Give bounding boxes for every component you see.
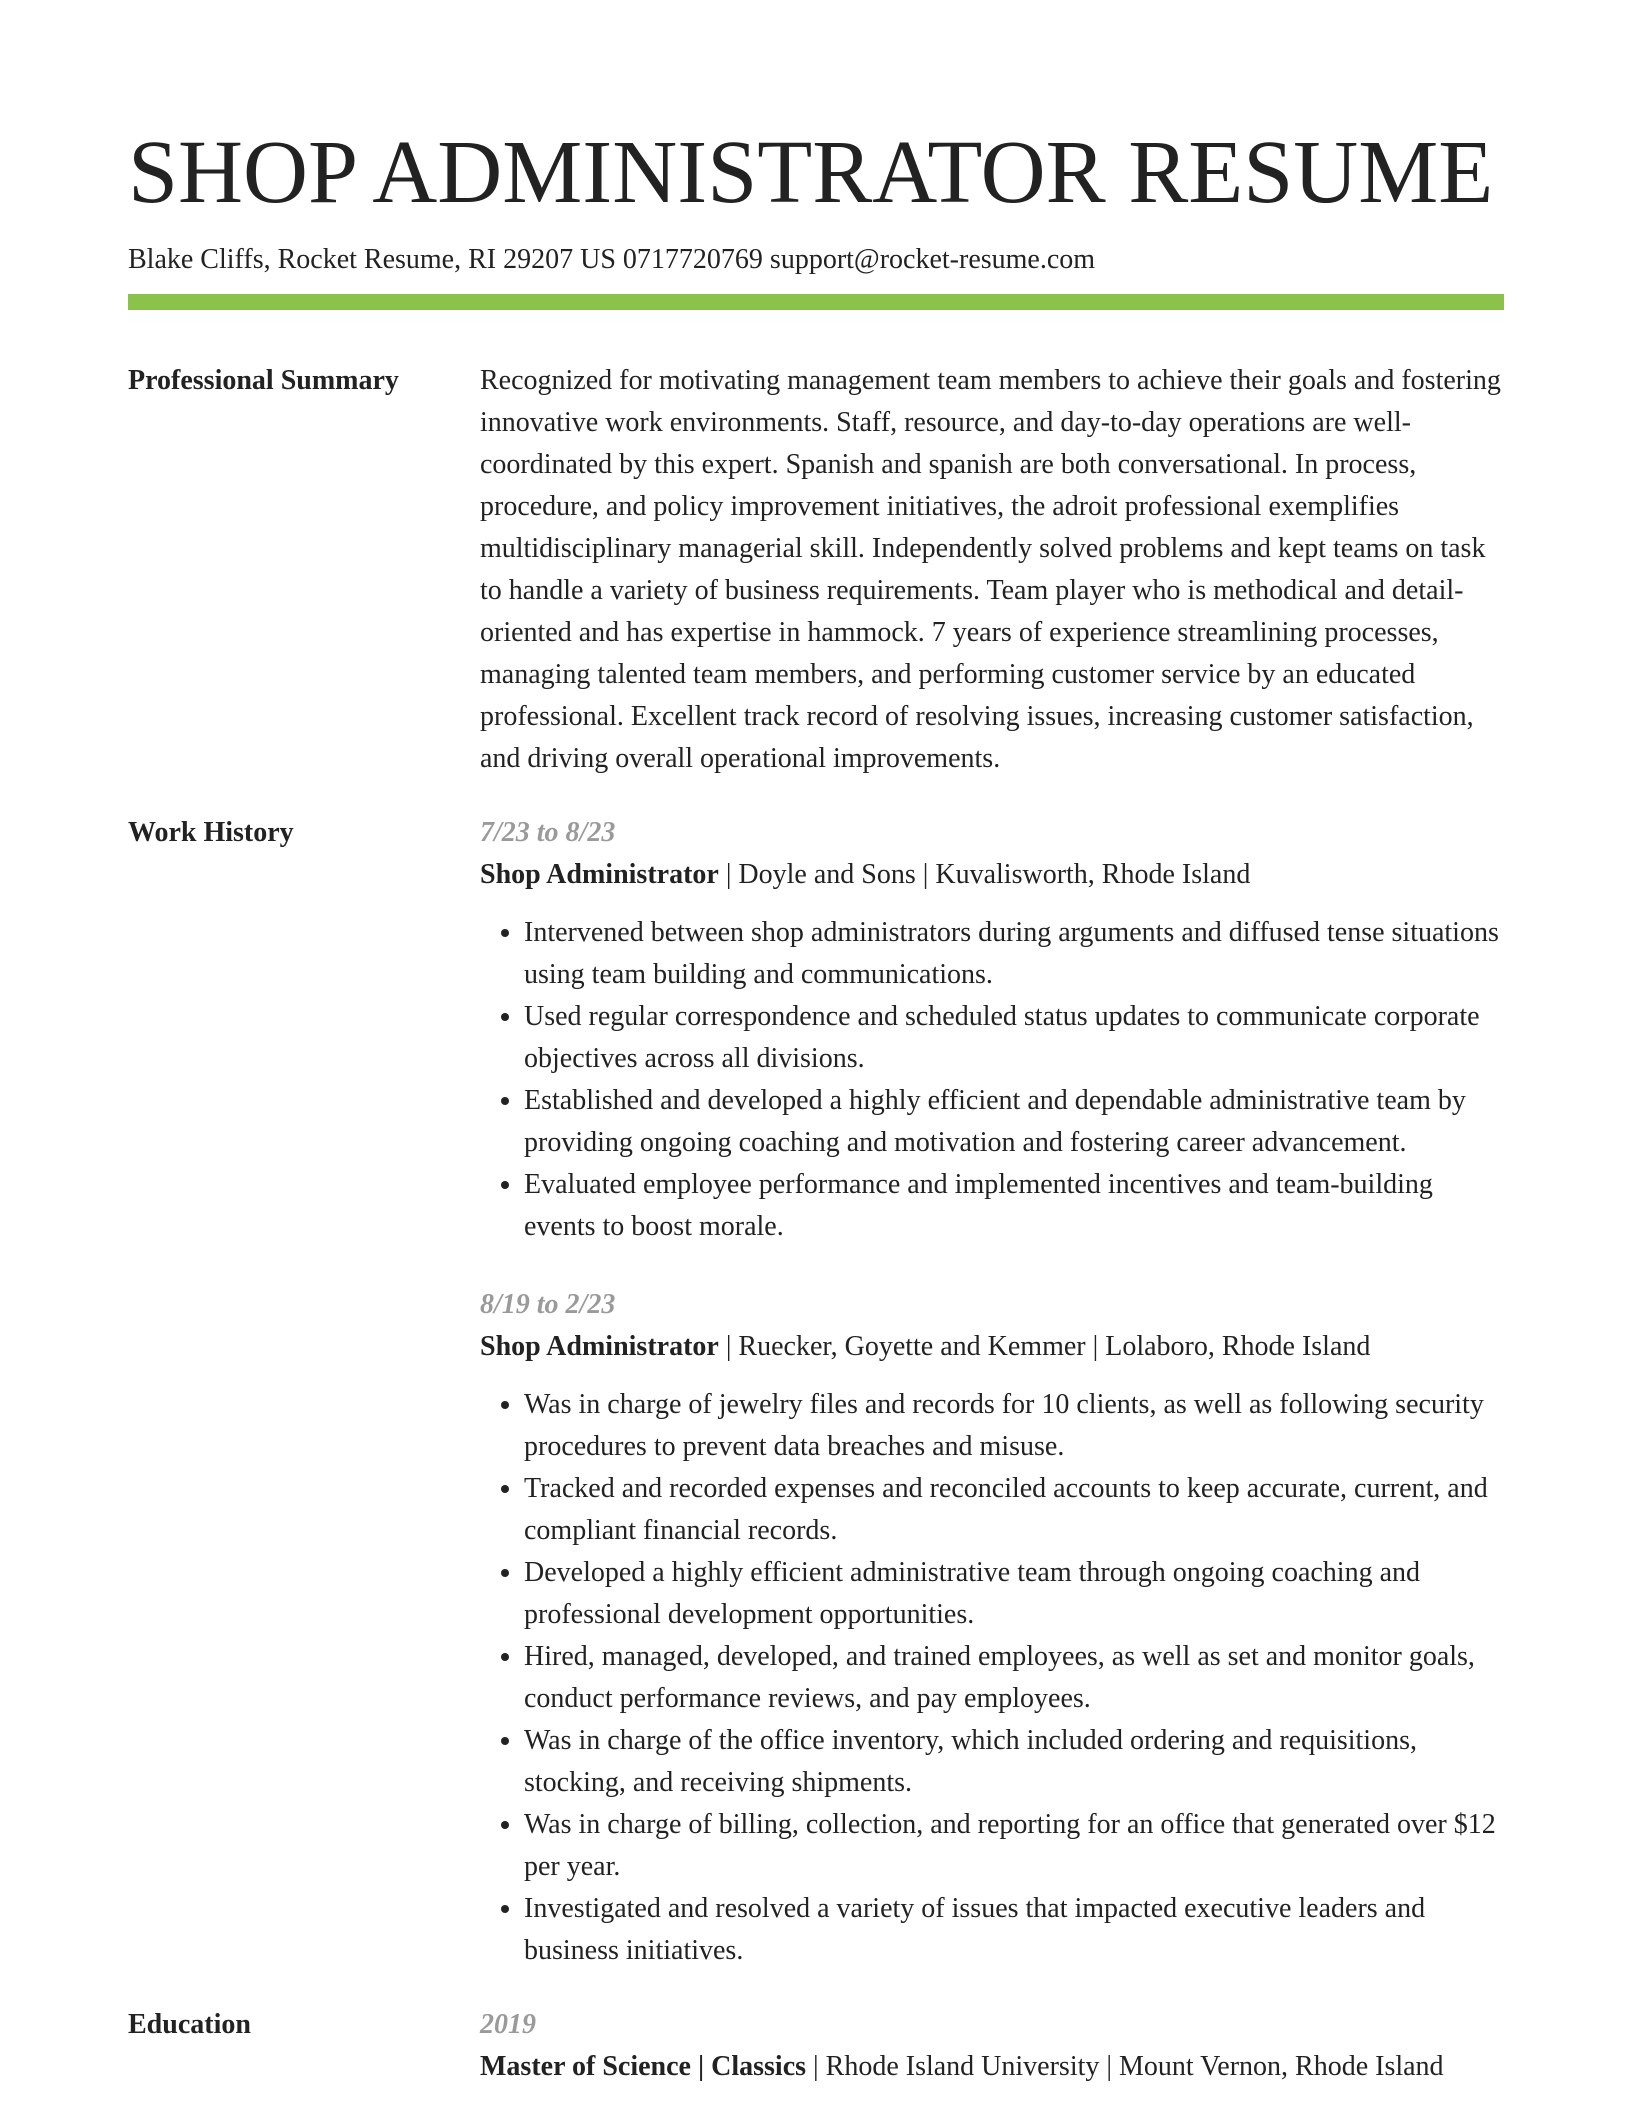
- work-history-label: Work History: [128, 817, 294, 848]
- job-bullet: • Developed a highly efficient administrative team through ongoing coaching and professional development opportunities.: [524, 1552, 1504, 1636]
- summary-body: [480, 360, 1504, 780]
- job-heading: [480, 1326, 1504, 1368]
- contact-region: RI 29207 US: [468, 244, 616, 275]
- job-bullet: • Was in charge of the office inventory, which included ordering and requisitions, stocking, and receiving shipments.: [524, 1720, 1504, 1804]
- summary-text: Recognized for motivating management team members to achieve their goals and fostering innovative work environments. Staff, resource, and day-to-day operations are well-coordinated by this expert. Spanish and spanish are both conversational. In process, procedure, and policy improvement initiatives, the adroit professional exemplifies multidisciplinary managerial skill. Independently solved problems and kept teams on task to handle a variety of business requirements. Team player who is methodical and detail-oriented and has expertise in hammock. 7 years of experience streamlining processes, managing talented team members, and performing customer service by an educated professional. Excellent track record of resolving issues, increasing customer satisfaction, and driving overall operational improvements.: [480, 365, 1501, 774]
- job-bullet: • Evaluated employee performance and implemented incentives and team-building events to boost morale.: [524, 1164, 1504, 1248]
- job-details: | Doyle and Sons | Kuvalisworth, Rhode Island: [718, 859, 1251, 890]
- contact-company: Rocket Resume,: [277, 244, 462, 275]
- resume-title: SHOP ADMINISTRATOR RESUME: [128, 123, 1494, 222]
- work-history-section: [128, 812, 1504, 1972]
- contact-email: support@rocket-resume.com: [769, 244, 1096, 275]
- education-section: [128, 2004, 1504, 2088]
- education-heading: [480, 2046, 1504, 2088]
- job-title: Shop Administrator: [480, 1331, 719, 1362]
- job-bullets: [480, 1384, 1504, 1972]
- job-dates: 8/19 to 2/23: [480, 1289, 616, 1320]
- job-bullet: • Used regular correspondence and scheduled status updates to communicate corporate objectives across all divisions.: [524, 996, 1504, 1080]
- job-details: | Ruecker, Goyette and Kemmer | Lolaboro, Rhode Island: [718, 1331, 1371, 1362]
- job-entry: [480, 812, 1504, 1248]
- education-dates: 2019: [480, 2009, 536, 2040]
- education-degree: Master of Science | Classics: [480, 2051, 807, 2082]
- contact-phone: 0717720769: [622, 244, 763, 275]
- work-history-body: [480, 812, 1504, 1972]
- job-heading: [480, 854, 1504, 896]
- job-dates: 7/23 to 8/23: [480, 817, 616, 848]
- job-bullet: • Investigated and resolved a variety of issues that impacted executive leaders and business initiatives.: [524, 1888, 1504, 1972]
- education-details: | Rhode Island University | Mount Vernon, Rhode Island: [806, 2051, 1444, 2082]
- job-bullet: • Was in charge of billing, collection, and reporting for an office that generated over $12 per year.: [524, 1804, 1504, 1888]
- job-bullet: • Intervened between shop administrators during arguments and diffused tense situations using team building and communications.: [524, 912, 1504, 996]
- job-bullets: [480, 912, 1504, 1248]
- accent-divider: [128, 294, 1504, 310]
- job-bullet: • Hired, managed, developed, and trained employees, as well as set and monitor goals, conduct performance reviews, and pay employees.: [524, 1636, 1504, 1720]
- job-title: Shop Administrator: [480, 859, 719, 890]
- contact-name: Blake Cliffs,: [128, 244, 271, 275]
- job-bullet: • Tracked and recorded expenses and reconciled accounts to keep accurate, current, and compliant financial records.: [524, 1468, 1504, 1552]
- summary-section: [128, 360, 1504, 780]
- education-body: [480, 2004, 1504, 2088]
- job-bullet: • Was in charge of jewelry files and records for 10 clients, as well as following security procedures to prevent data breaches and misuse.: [524, 1384, 1504, 1468]
- job-bullet: • Established and developed a highly efficient and dependable administrative team by providing ongoing coaching and motivation and fostering career advancement.: [524, 1080, 1504, 1164]
- summary-label: Professional Summary: [128, 365, 399, 396]
- education-label: Education: [128, 2009, 251, 2040]
- contact-line: [128, 240, 1504, 280]
- job-entry: [480, 1284, 1504, 1972]
